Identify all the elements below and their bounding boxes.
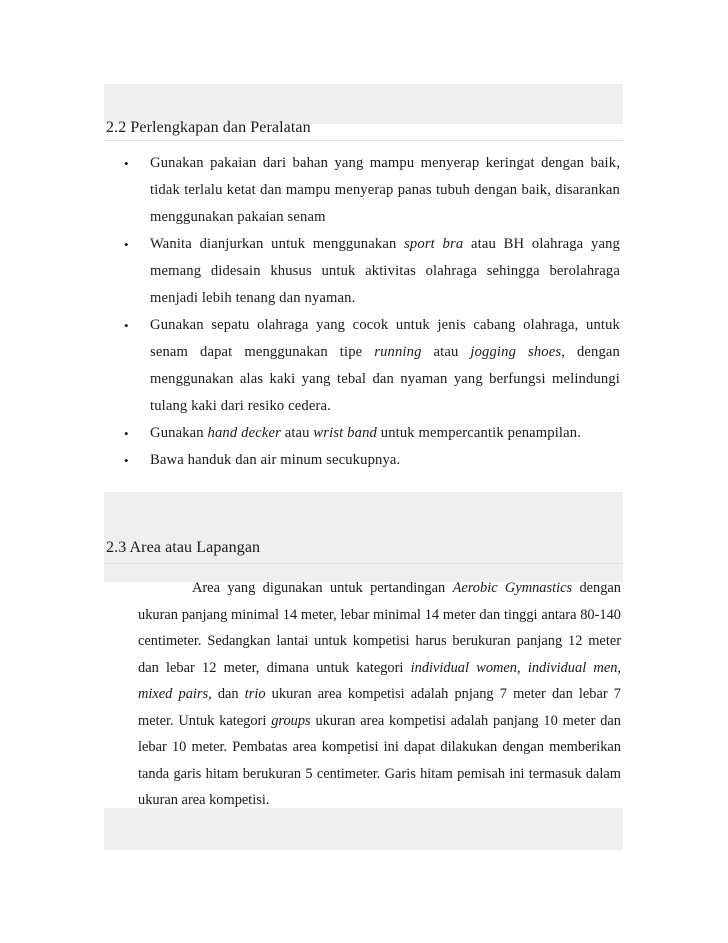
italic-term: individual women, individual men, mixed pairs, [138,659,621,702]
text-run: , dengan menggunakan alas kaki yang tebal dan nyaman yang berfungsi melindungi tulang kaki dari resiko cedera. [150,344,620,414]
divider-top [104,140,623,141]
section-heading-2-2: 2.2 Perlengkapan dan Peralatan [106,119,311,136]
list-item [106,312,620,420]
italic-term: wrist band [313,425,377,441]
equipment-list [106,150,620,474]
italic-term: groups [271,712,311,729]
text-run: ukuran area kompetisi adalah panjang 10 meter dan lebar 10 meter. Pembatas area kompetisi ini dapat dilakukan dengan memberikan tanda garis hitam berukuran 5 centimeter. Garis hitam pemisah ini termasuk dalam ukuran area kompetisi. [138,712,621,808]
italic-term: trio [244,686,266,702]
text-run: dan [211,686,245,702]
italic-term: Aerobic Gymnastics [452,580,573,596]
bullet-icon: • [124,156,129,171]
text-run: untuk mempercantik penampilan. [376,425,582,441]
italic-term: hand decker [207,425,281,441]
text-run: ukuran area kompetisi adalah pnjang 7 meter dan lebar 7 meter. Untuk kategori [138,686,621,729]
header-shade-top [104,84,623,124]
text-run: atau [421,344,471,360]
italic-term: sport bra [404,236,464,252]
text-run: Gunakan pakaian dari bahan yang mampu menyerap keringat dengan baik, tidak terlalu ketat dan mampu menyerap panas tubuh dengan baik, disarankan menggunakan pakaian senam [150,155,620,225]
text-run: Gunakan [150,425,208,441]
list-item [106,447,620,474]
section-shade-bottom [104,808,623,850]
area-paragraph [138,575,621,814]
bullet-icon: • [124,237,129,252]
italic-term: running [374,344,422,360]
text-run: atau BH olahraga yang memang didesain khusus untuk aktivitas olahraga sehingga berolahraga menjadi lebih tenang dan nyaman. [150,236,620,306]
bullet-icon: • [124,453,129,468]
text-run: atau [280,425,314,441]
text-run: Gunakan sepatu olahraga yang cocok untuk jenis cabang olahraga, untuk senam dapat menggunakan tipe [150,317,620,360]
bullet-icon: • [124,318,129,333]
bullet-icon: • [124,426,129,441]
text-run: Wanita dianjurkan untuk menggunakan [150,236,405,252]
list-item [106,420,620,447]
divider-middle [104,563,623,564]
list-item [106,231,620,312]
list-item [106,150,620,231]
section-heading-2-3: 2.3 Area atau Lapangan [106,539,261,556]
text-run: Area yang digunakan untuk pertandingan [192,580,453,596]
italic-term: jogging shoes [470,344,562,360]
text-run: Bawa handuk dan air minum secukupnya. [150,452,401,468]
section-shade-middle [104,492,623,582]
text-run: dengan ukuran panjang minimal 14 meter, lebar minimal 14 meter dan tinggi antara 80-140 centimeter. Sedangkan lantai untuk kompetisi harus berukuran panjang 12 meter dan lebar 12 meter, dimana untuk kategori [138,580,622,676]
